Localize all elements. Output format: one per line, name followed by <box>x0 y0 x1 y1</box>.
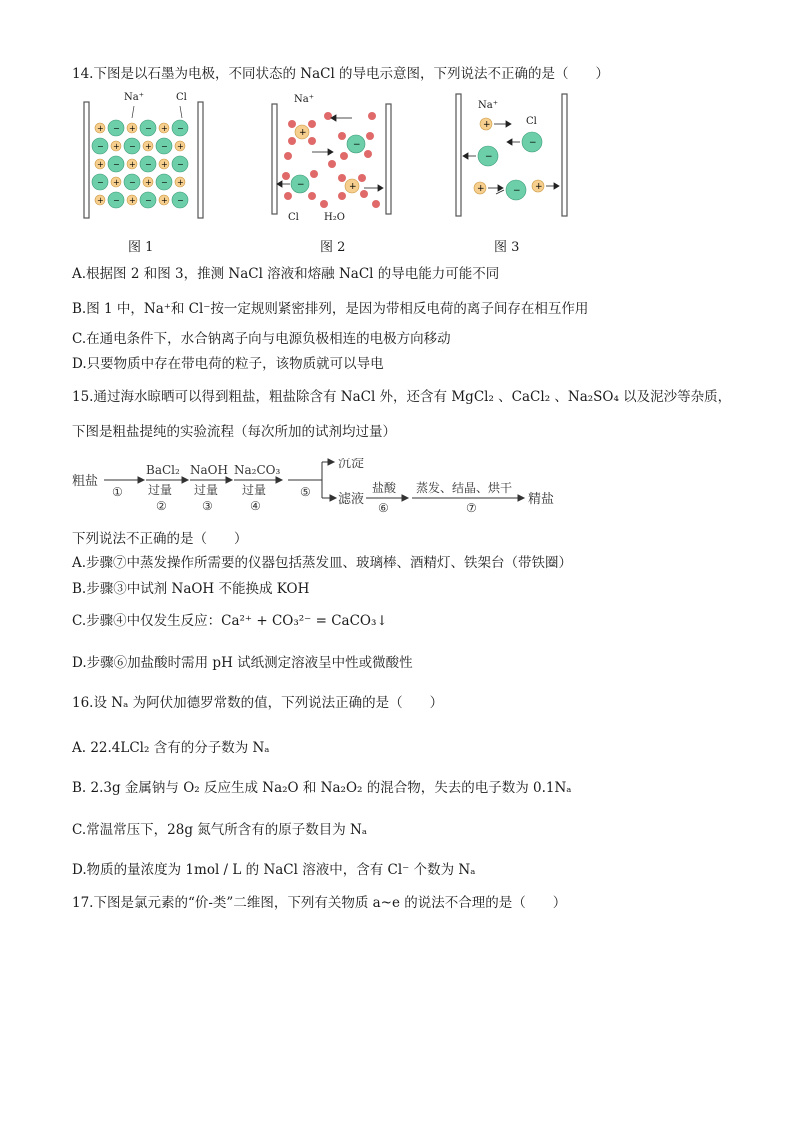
svg-text:−: − <box>529 138 537 148</box>
figure-3-molten <box>450 88 574 224</box>
fig1-cl-label: Cl <box>176 92 187 103</box>
q15-ask: 下列说法不正确的是（ ） <box>72 531 248 547</box>
na-charge: + <box>145 142 152 151</box>
cl-charge: − <box>177 160 184 169</box>
cl-charge: − <box>161 142 168 151</box>
cl-charge: − <box>145 196 152 205</box>
cl-charge: − <box>177 124 184 133</box>
svg-text:−: − <box>297 180 305 190</box>
na-charge: + <box>161 196 168 205</box>
flow-reagent-7: 蒸发、结晶、烘干 <box>416 481 513 495</box>
flow-excess-3: 过量 <box>194 483 219 497</box>
na-charge: + <box>145 178 152 187</box>
fig2-water-label: H₂O <box>324 212 345 223</box>
cl-charge: − <box>113 124 120 133</box>
fig3-cl-label: Cl <box>526 116 537 127</box>
na-charge: + <box>129 160 136 169</box>
cl-charge: − <box>129 142 136 151</box>
svg-text:+: + <box>349 182 357 192</box>
figure-1-crystal <box>80 92 210 222</box>
flow-start: 粗盐 <box>72 474 99 489</box>
svg-text:+: + <box>535 182 543 192</box>
na-charge: + <box>129 124 136 133</box>
hydrated-cl-ion <box>338 132 374 160</box>
na-charge: + <box>161 160 168 169</box>
flow-reagent-6: 盐酸 <box>372 481 397 495</box>
flow-precipitate: 沉淀 <box>338 458 365 471</box>
svg-text:−: − <box>353 140 361 150</box>
flow-end: 精盐 <box>528 492 555 507</box>
q16-option-d: D.物质的量浓度为 1mol / L 的 NaCl 溶液中，含有 Cl⁻ 个数为 Nₐ <box>72 862 476 878</box>
q16-option-c: C.常温常压下，28g 氮气所含有的原子数目为 Nₐ <box>72 822 368 838</box>
q14-option-d: D.只要物质中存在带电荷的粒子，该物质就可以导电 <box>72 356 384 372</box>
cl-charge: − <box>145 124 152 133</box>
cl-charge: − <box>161 178 168 187</box>
flow-filtrate: 滤液 <box>338 492 365 507</box>
flow-step-3: ③ <box>202 499 213 513</box>
flow-excess-4: 过量 <box>242 483 267 497</box>
svg-text:+: + <box>299 128 307 138</box>
q14-stem: 14.下图是以石墨为电极，不同状态的 NaCl 的导电示意图，下列说法不正确的是（ ） <box>72 66 610 82</box>
q16-stem: 16.设 Nₐ 为阿伏加德罗常数的值，下列说法正确的是（ ） <box>72 695 444 711</box>
hydrated-na-ion <box>338 174 368 200</box>
flow-step-6: ⑥ <box>378 501 389 515</box>
cl-charge: − <box>113 160 120 169</box>
fig3-caption: 图 3 <box>494 240 520 255</box>
q15-stem-line-1: 15.通过海水晾晒可以得到粗盐，粗盐除含有 NaCl 外，还含有 MgCl₂ 、CaCl₂ 、Na₂SO₄ 以及泥沙等杂质， <box>72 389 732 405</box>
flow-step-7: ⑦ <box>466 501 477 515</box>
q17-stem: 17.下图是氯元素的“价-类”二维图，下列有关物质 a~e 的说法不合理的是（ ） <box>72 895 567 911</box>
svg-text:−: − <box>513 186 521 196</box>
cl-charge: − <box>145 160 152 169</box>
q16-option-a: A. 22.4LCl₂ 含有的分子数为 Nₐ <box>72 740 270 756</box>
cl-charge: − <box>129 178 136 187</box>
q14-option-c: C.在通电条件下，水合钠离子向与电源负极相连的电极方向移动 <box>72 331 451 347</box>
q15-option-d: D.步骤⑥加盐酸时需用 pH 试纸测定溶液呈中性或微酸性 <box>72 655 413 671</box>
fig3-na-label: Na⁺ <box>478 100 498 111</box>
fig2-na-label: Na⁺ <box>294 94 314 105</box>
fig1-caption: 图 1 <box>128 240 154 255</box>
na-charge: + <box>113 178 120 187</box>
purification-flowchart <box>72 458 592 518</box>
cl-charge: − <box>97 142 104 151</box>
cl-charge: − <box>97 178 104 187</box>
svg-text:+: + <box>477 184 485 194</box>
flow-step-4: ④ <box>250 499 261 513</box>
q14-option-b: B.图 1 中，Na⁺和 Cl⁻按一定规则紧密排列，是因为带相反电荷的离子间存在相互作用 <box>72 301 589 317</box>
cl-charge: − <box>113 196 120 205</box>
flow-step-2: ② <box>156 499 167 513</box>
q15-stem-line-2: 下图是粗盐提纯的实验流程（每次所加的试剂均过量） <box>72 424 396 440</box>
na-charge: + <box>113 142 120 151</box>
q15-option-a: A.步骤⑦中蒸发操作所需要的仪器包括蒸发皿、玻璃棒、酒精灯、铁架台（带铁圈） <box>72 555 573 571</box>
svg-text:−: − <box>485 152 493 162</box>
na-charge: + <box>161 124 168 133</box>
na-charge: + <box>97 124 104 133</box>
fig2-caption: 图 2 <box>320 240 346 255</box>
flow-reagent-3: NaOH <box>190 463 228 477</box>
flow-step-5: ⑤ <box>300 485 311 499</box>
q16-option-b: B. 2.3g 金属钠与 O₂ 反应生成 Na₂O 和 Na₂O₂ 的混合物，失去的电子数为 0.1Nₐ <box>72 780 572 796</box>
q15-option-c: C.步骤④中仅发生反应：Ca²⁺ + CO₃²⁻ = CaCO₃↓ <box>72 613 388 629</box>
na-charge: + <box>97 196 104 205</box>
fig2-cl-label: Cl <box>288 212 299 223</box>
flow-reagent-2: BaCl₂ <box>146 463 180 477</box>
na-charge: + <box>177 142 184 151</box>
na-charge: + <box>177 178 184 187</box>
fig1-na-label: Na⁺ <box>124 92 144 103</box>
na-charge: + <box>129 196 136 205</box>
hydrated-cl-ion <box>282 170 318 200</box>
svg-text:+: + <box>483 120 491 130</box>
cl-charge: − <box>177 196 184 205</box>
q14-option-a: A.根据图 2 和图 3，推测 NaCl 溶液和熔融 NaCl 的导电能力可能不同 <box>72 266 500 282</box>
flow-reagent-4: Na₂CO₃ <box>234 463 281 477</box>
q15-option-b: B.步骤③中试剂 NaOH 不能换成 KOH <box>72 581 310 597</box>
figure-2-solution <box>268 92 398 228</box>
na-charge: + <box>97 160 104 169</box>
flow-excess-2: 过量 <box>148 483 173 497</box>
flow-step-1: ① <box>112 485 123 499</box>
hydrated-na-ion <box>288 120 316 145</box>
